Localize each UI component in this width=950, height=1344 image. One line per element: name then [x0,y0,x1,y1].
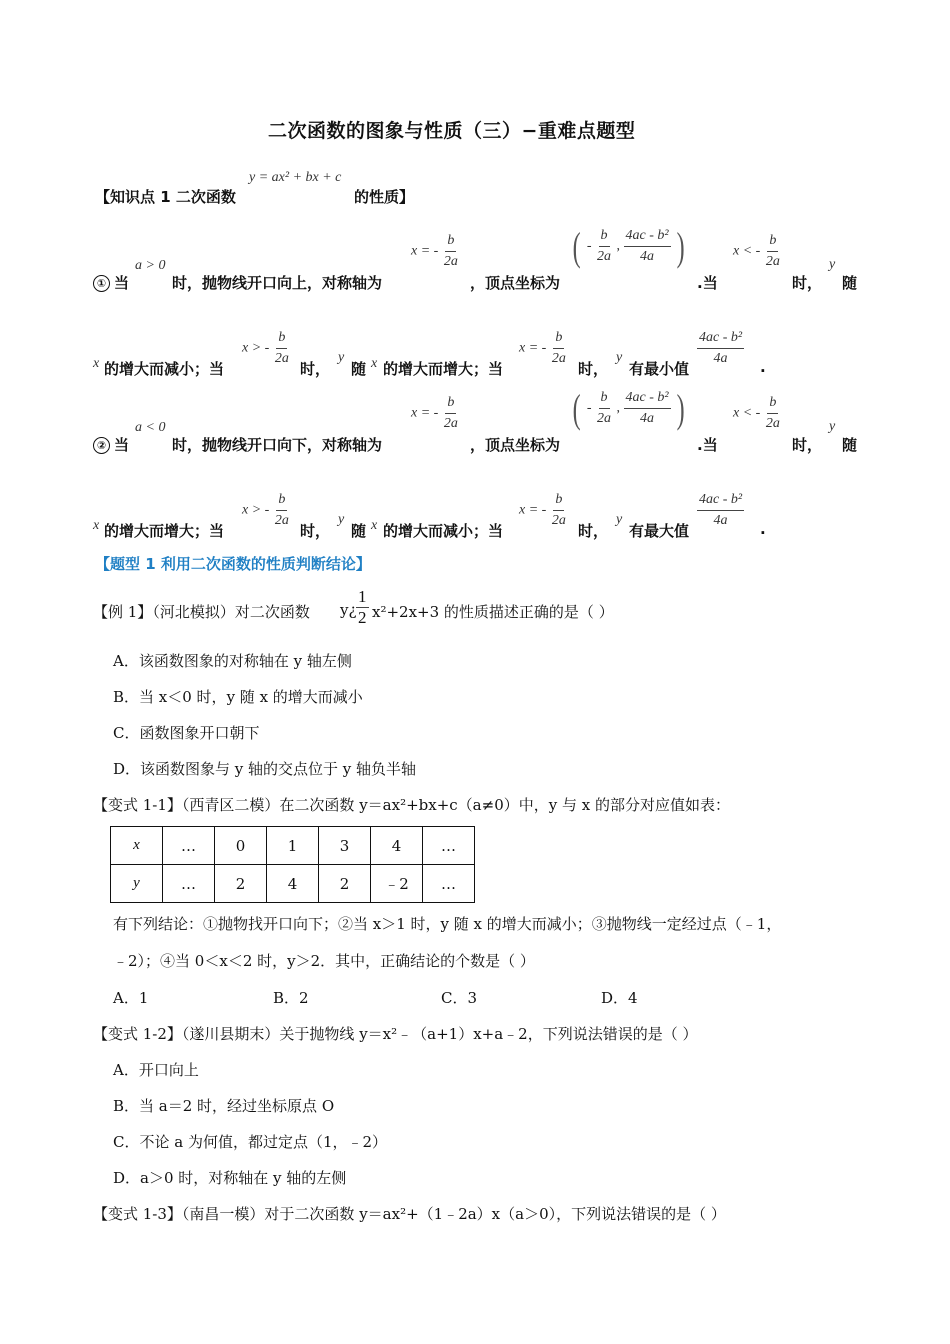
p1-text-opening: 时，抛物线开口向上，对称轴为 [172,274,383,292]
table-cell: 2 [319,865,371,903]
example1-func-left: y¿ [340,601,357,619]
page-title: 二次函数的图象与性质（三）−重难点题型 [268,120,636,142]
p1-l2-min-value: $\frac{\text{4ac - b²}}{4a}$ [699,330,743,366]
p2-l2-end: . [760,520,766,538]
example1-option-a[interactable]: A．该函数图象的对称轴在 y 轴左侧 [113,652,352,670]
p1-l2-text2: 时， [300,360,331,378]
example1-option-b[interactable]: B．当 x＜0 时，y 随 x 的增大而减小 [113,688,363,706]
p1-lt-formula: x < - $\frac{b}{2a}$ [733,233,780,269]
p1-vertex-formula: ( - $\frac{b}{2a}$ , $\frac{\text{4ac - b²}}{4a}$ ) [572,224,685,269]
p2-l2-y: y [338,512,345,527]
p2-l2-text5: 时， [578,522,609,540]
variant1-option-d[interactable]: D．4 [601,989,638,1007]
example1-option-d[interactable]: D．该函数图象与 y 轴的交点位于 y 轴负半轴 [113,760,417,778]
p1-l2-text6: 有最小值 [629,360,690,378]
variant3-stem: 【变式 1-3】（南昌一模）对于二次函数 y＝ax²+（1﹣2a）x（a＞0），下列说法错误的是（ ） [93,1205,726,1223]
variant2-option-c[interactable]: C．不论 a 为何值，都过定点（1，﹣2） [113,1133,388,1151]
table-cell: x [111,827,163,865]
variant1-option-a[interactable]: A．1 [113,989,149,1007]
table-cell: … [423,865,475,903]
p2-l2-text4: 的增大而减小；当 [383,522,504,540]
p2-l2-text6: 有最大值 [629,522,690,540]
knowledge-heading-left: 【知识点 1 二次函数 [95,188,236,206]
p1-l2-text5: 时， [578,360,609,378]
p1-text-shi: 时， [792,274,823,292]
p2-l2-text1: 的增大而增大；当 [104,522,225,540]
example1-stem: 【例 1】（河北模拟）对二次函数 [93,603,310,621]
p2-line1-start: ② 当 [93,434,129,455]
p1-l2-x2: x [371,356,378,371]
p1-text-sui: 随 [842,274,858,292]
variant2-option-d[interactable]: D．a＞0 时，对称轴在 y 轴的左侧 [113,1169,347,1187]
example1-func-right: x²+2x+3 的性质描述正确的是（ ） [372,603,614,621]
section-heading-1: 【题型 1 利用二次函数的性质判断结论】 [95,555,371,573]
p1-l2-text3: 随 [351,360,367,378]
variant1-conclusions-line1: 有下列结论：①抛物找开口向下；②当 x＞1 时，y 随 x 的增大而减小；③抛物线一定经过点（﹣1， [113,915,782,933]
p2-text-opening: 时，抛物线开口向下，对称轴为 [172,436,383,454]
table-cell: 2 [215,865,267,903]
p1-axis-formula: x = - $\frac{b}{2a}$ [411,233,458,269]
p1-y-var: y [829,257,836,272]
p2-text-shi: 时， [792,436,823,454]
circled-2-marker: ② [93,437,110,454]
p2-lt-formula: x < - $\frac{b}{2a}$ [733,395,780,431]
example1-fraction: $\frac{1}{2}$ [358,587,367,627]
table-row [111,865,475,903]
p1-condition: a > 0 [135,258,166,273]
p2-condition: a < 0 [135,420,166,435]
p1-l2-gt-formula: x > - $\frac{b}{2a}$ [242,330,289,366]
table-cell: ﹣2 [371,865,423,903]
knowledge-heading-right: 的性质】 [354,188,415,206]
p2-text-when: .当 [697,436,718,454]
variant1-conclusions-line2: ﹣2）；④当 0＜x＜2 时，y＞2．其中，正确结论的个数是（ ） [113,952,535,970]
example1-option-c[interactable]: C．函数图象开口朝下 [113,724,260,742]
p1-l2-text4: 的增大而增大；当 [383,360,504,378]
p1-line1-start: ① 当 [93,272,129,293]
p1-text-when: .当 [697,274,718,292]
p2-l2-gt-formula: x > - $\frac{b}{2a}$ [242,492,289,528]
variant2-option-b[interactable]: B．当 a＝2 时，经过坐标原点 O [113,1097,335,1115]
p2-l2-y2: y [616,512,623,527]
p1-l2-end: . [760,358,766,376]
heading-formula: y = ax² + bx + c [249,170,342,185]
p2-vertex-formula: ( - $\frac{b}{2a}$ , $\frac{\text{4ac - b²}}{4a}$ ) [572,386,685,431]
variant2-stem: 【变式 1-2】（遂川县期末）关于抛物线 y＝x²﹣（a+1）x+a﹣2，下列说法错误的是（ ） [93,1025,698,1043]
table-row [111,827,475,865]
table-cell: y [111,865,163,903]
p2-l2-text3: 随 [351,522,367,540]
p1-l2-text1: 的增大而减小；当 [104,360,225,378]
p2-text-vertex: ，顶点坐标为 [470,436,561,454]
variant2-option-a[interactable]: A．开口向上 [113,1061,199,1079]
p2-axis-formula: x = - $\frac{b}{2a}$ [411,395,458,431]
table-cell: … [423,827,475,865]
table-cell: 0 [215,827,267,865]
table-cell: … [163,827,215,865]
p2-l2-eq-formula: x = - $\frac{b}{2a}$ [519,492,566,528]
circled-1-marker: ① [93,275,110,292]
table-cell: 3 [319,827,371,865]
variant1-option-b[interactable]: B．2 [273,989,309,1007]
table-cell: 4 [267,865,319,903]
table-cell: 1 [267,827,319,865]
p2-y-var: y [829,419,836,434]
p1-l2-eq-formula: x = - $\frac{b}{2a}$ [519,330,566,366]
p2-l2-x: x [93,518,100,533]
value-table [110,826,475,903]
p1-l2-x: x [93,356,100,371]
table-cell: 4 [371,827,423,865]
p2-text-sui: 随 [842,436,858,454]
variant1-stem: 【变式 1-1】（西青区二模）在二次函数 y＝ax²+bx+c（a≠0）中，y 与 x 的部分对应值如表： [93,796,730,814]
p2-l2-text2: 时， [300,522,331,540]
p2-l2-x2: x [371,518,378,533]
table-cell: … [163,865,215,903]
p1-text-vertex: ，顶点坐标为 [470,274,561,292]
p2-l2-max-value: $\frac{\text{4ac - b²}}{4a}$ [699,492,743,528]
p1-l2-y: y [338,350,345,365]
p1-l2-y2: y [616,350,623,365]
variant1-option-c[interactable]: C．3 [441,989,478,1007]
